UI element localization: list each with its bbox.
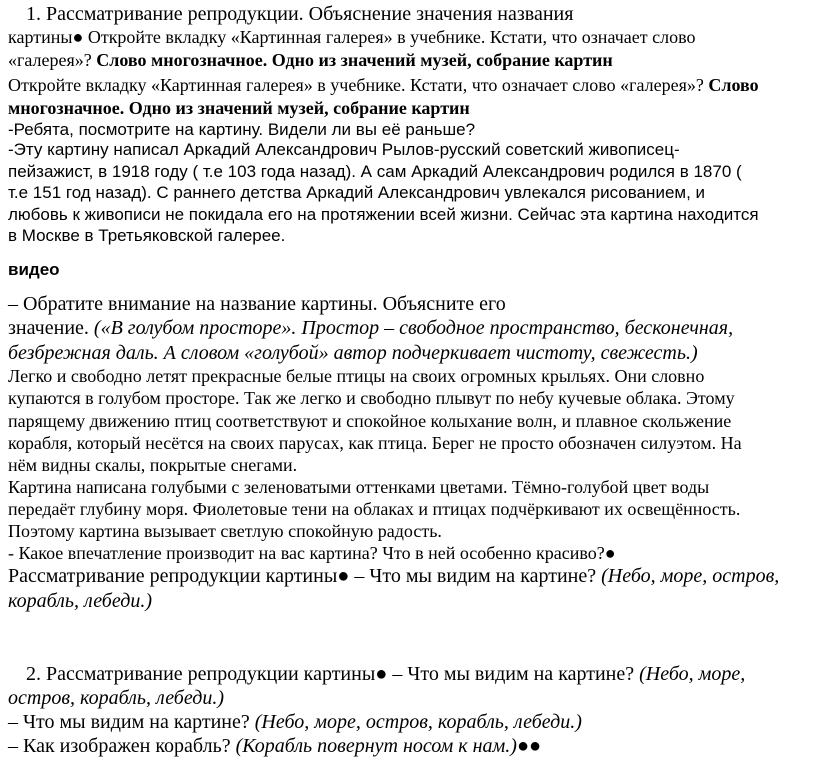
text-line [8,206,759,223]
bold-text: многозначное. Одно из значений музей, собрание картин [8,98,470,118]
text-run: -Ребята, посмотрите на картину. Видели ли вы её раньше? [8,120,476,139]
text-run: в Москве в Третьяковской галерее. [8,226,286,245]
text-line [8,99,470,117]
text-line [8,184,705,201]
text-run: т.е 151 год назад). С раннего детства Аркадий Александрович увлекался рисованием, и [8,183,706,202]
bold-text: видео [8,260,60,279]
text-line [8,294,506,314]
italic-text: безбрежная даль. А словом «голубой» автор подчеркивает чистоту, свежесть.) [8,342,698,364]
text-run: 1. Рассматривание репродукции. Объяснение значения названия [26,3,574,25]
italic-text: (Небо, море, остров, [601,565,780,587]
text-line [8,343,698,363]
text-line [8,500,740,518]
text-run: Поэтому картина вызывает светлую спокойную радость. [8,521,442,541]
text-run: - Какое впечатление производит на вас картина? Что в ней особенно красиво?● [8,543,616,563]
text-line [8,261,60,278]
text-run: купаются в голубом просторе. Так же легко и свободно плывут по небу кучевые облака. Этому [8,388,735,408]
text-line [8,121,475,138]
text-run: значение. [8,317,94,339]
text-run: парящему движению птиц соответствуют и спокойное колыхание волн, и плавное скольжение [8,411,732,431]
text-line [8,163,742,180]
text-run: – Обратите внимание на название картины. Объясните его [8,293,506,315]
italic-text: (Корабль повернут носом к нам.) [235,735,517,757]
text-run: 2. Рассматривание репродукции картины● – Что мы видим на картине? [26,663,640,685]
text-line [8,456,297,474]
text-run: нём видны скалы, покрытые снегами. [8,455,298,475]
text-line [8,412,731,430]
text-line [8,76,759,94]
text-run: -Эту картину написал Аркадий Александрович Рылов-русский советский живописец- [8,140,680,159]
text-line [8,591,152,611]
text-run: Откройте вкладку «Картинная галерея» в учебнике. Кстати, что означает слово «галерея»? [8,75,709,95]
italic-text: остров, корабль, лебеди.) [8,687,225,709]
text-line [8,434,742,452]
text-run: Рассматривание репродукции картины● – Что мы видим на картине? [8,565,602,587]
text-line [8,544,616,562]
italic-text: («В голубом просторе». Простор – свободное пространство, бесконечная, [93,317,734,339]
text-line [26,664,745,684]
text-run: пейзажист, в 1918 году ( т.е 103 года назад). А сам Аркадий Александрович родился в 1870 ( [8,162,742,181]
italic-text: (Небо, море, остров, корабль, лебеди.) [254,711,582,733]
text-run: Легко и свободно летят прекрасные белые птицы на своих огромных крыльях. Они словно [8,366,705,386]
text-line [8,367,704,385]
text-run: – Как изображен корабль? [8,735,236,757]
text-run: Картина написана голубыми с зеленоватыми оттенками цветами. Тёмно-голубой цвет воды [8,477,710,497]
text-run: передаёт глубину моря. Фиолетовые тени на облаках и птицах подчёркивают их освещённость. [8,499,741,519]
text-line [8,227,285,244]
text-line [8,141,680,158]
text-line [8,736,541,756]
text-line [8,28,695,46]
text-line [8,478,709,496]
italic-text: корабль, лебеди.) [8,590,153,612]
text-line [8,389,735,407]
italic-text: (Небо, море, [639,663,746,685]
text-line [8,318,733,338]
text-run: любовь к живописи не покидала его на протяжении всей жизни. Сейчас эта картина находится [8,205,759,224]
text-line [8,688,224,708]
text-line [8,566,779,586]
text-run: «галерея»? [8,50,97,70]
text-run: корабля, который несётся на своих парусах, как птица. Берег не просто обозначен силуэтом. На [8,433,742,453]
text-run: картины● Откройте вкладку «Картинная галерея» в учебнике. Кстати, что означает слово [8,27,696,47]
text-line [8,712,582,732]
text-line [8,51,613,69]
text-line [8,522,442,540]
text-run: – Что мы видим на картине? [8,711,255,733]
bold-text: Слово многозначное. Одно из значений музей, собрание картин [96,50,613,70]
text-run: ●● [516,735,542,757]
bold-text: Слово [708,75,759,95]
text-line [26,4,573,24]
